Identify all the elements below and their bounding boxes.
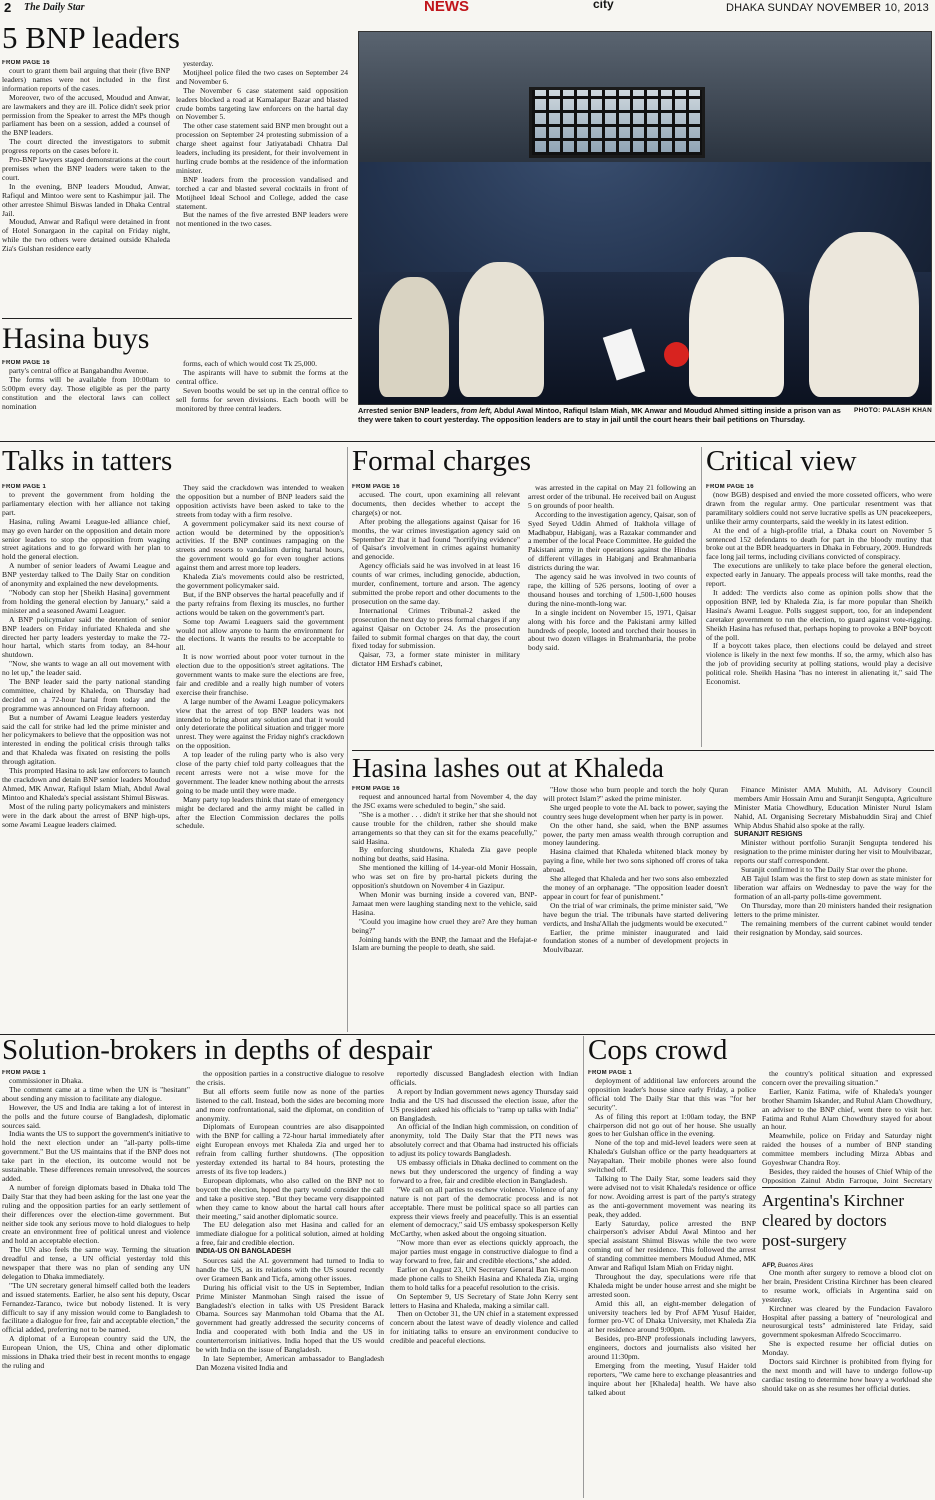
paragraph: In a single incident on November 15, 1971, Qaisar along with his force and the Pakistani army killed hundreds of people, looted and torched their houses in about two dozen villages in Brahmanbaria, the probe body said. (528, 607, 696, 653)
continuation-label: FROM PAGE 16 (2, 360, 50, 366)
paragraph: A top leader of the ruling party who is also very close of the party chief told party colleagues that the recent arrests were not a wise move for the government. The leader knew nothing about the arrests going to be made until they were made. (176, 750, 344, 795)
paragraph: Emerging from the meeting, Yusuf Haider told reporters, "We came here to exchange pleasantries and inquire about her [Khaleda] health. We have also talked about (588, 1361, 756, 1397)
paragraph: Kirchner was cleared by the Fundacion Favaloro Hospital after passing a battery of "neurological and neurosurgical tests" administered late Friday, said government spokesman Alfredo Scoccimarro. (762, 1303, 932, 1340)
continuation-label: FROM PAGE 1 (2, 484, 47, 490)
dateline: DHAKA SUNDAY NOVEMBER 10, 2013 (725, 2, 929, 14)
paragraph: None of the top and mid-level leaders were seen at Khaleda's Gulshan office or the party headquarters at Nayapaltan. Their mobile phones were also found switched off. (588, 1138, 756, 1175)
paragraph: On Thursday, more than 20 ministers handed their resignation letters to the prime minister. (734, 900, 932, 919)
person-figure (689, 257, 784, 397)
paragraph: "We call on all parties to eschew violence. Violence of any nature is not part of the democratic process and is not acceptable. There must be political space so all parties can express their views freely and peacefully. This is an essential element of democracy," said US embassy spokesperson Kelly McCarthy, when asked about the ongoing situation. (390, 1184, 578, 1239)
continuation-label: FROM PAGE 1 (588, 1070, 633, 1076)
story-subhead: SURANJIT RESIGNS (734, 830, 803, 838)
paragraph: The November 6 case statement said opposition leaders blocked a road at Kamalapur Bazar and blasted crude bombs targeting law enforcers on the hartal day on November 5. (176, 85, 348, 122)
story-critical-view-headline-box (706, 447, 934, 481)
paragraph: "Now, she wants to wage an all out movement with no let up," the leader said. (2, 659, 170, 678)
paragraph: A large number of the Awami League policymakers view that the arrest of top BNP leaders was not intended to bring about any solution and that it would only deteriorate the political situation and trigger more unrest. They were against the Friday night's crackdown on the opposition. (176, 696, 344, 751)
paragraph: the opposition parties in a constructive dialogue to resolve the crisis. (196, 1070, 384, 1087)
paragraph: Then on October 31, the UN chief in a statement expressed concern about the latest wave of deadly violence and called for initiating talks to ensure an environment conducive to credible and peaceful elections. (390, 1309, 578, 1346)
story-kirchner-headline-box (762, 1191, 934, 1259)
paragraph: If a boycott takes place, then elections could be delayed and street violence is likely in the next few months. If so, the army, which also has the job of providing security at polling stations, would play a decisive political role. Sheikh Hasina "has no interest in alienating it," said The Economist. (706, 641, 932, 687)
paragraph: It added: The verdicts also come as opinion polls show that the opposition BNP, led by Khaleda Zia, is far more popular than Sheikh Hasina's Awami League. Polls suggest support, too, for an independent caretaker government to run the election, to guard against vote-rigging. Sheikh Hasina has refused that, perhaps hoping to provoke a BNP boycott of the poll. (706, 587, 932, 642)
paragraph: Finance Minister AMA Muhith, AL Advisory Council members Amir Hossain Amu and Suranjit Sengupta, Agriculture Minister Matia Chowdhury, Education Minister Nurul Islam Nahid, AL Organising Secretary Misbahuddin Siraj and Chief Whip Abdus Shahid also spoke at the rally. (734, 786, 932, 830)
column-rule (701, 447, 702, 747)
news-photo-prison-van (358, 31, 932, 405)
paragraph: Minister without portfolio Suranjit Sengupta tendered his resignation to the prime minister during her visit to Moulvibazar, reports our staff correspondent. (734, 838, 932, 866)
paragraph: European diplomats, who also called on the BNP not to boycott the election, hoped the party would consider the call and take a positive step. "But they became very disappointed when they came to know about the hartal call hours after their meeting," said another diplomatic source. (196, 1175, 384, 1221)
person-figure (459, 262, 544, 397)
paragraph: Besides, pro-BNP professionals including lawyers, engineers, doctors and journalists also visited her around 11:30pm. (588, 1334, 756, 1362)
person-figure (809, 232, 919, 397)
paragraph: Some top Awami Leaguers said the government would not allow anyone to harm the environment for the elections. It wants the results to be acceptable to all. (176, 616, 344, 653)
paragraph: In late September, American ambassador to Bangladesh Dan Mozena visited India and (196, 1354, 384, 1372)
paragraph: The executions are unlikely to take place before the general election, expected early in January. The appeals process will take months, read the report. (706, 561, 932, 589)
story-headline: Hasina buys (2, 324, 150, 355)
paragraph: Most of the ruling party policymakers and ministers were in the dark about the arrest of BNP high-ups, some Awami League leaders claimed. (2, 801, 170, 829)
story-headline: Cops crowd (588, 1036, 728, 1066)
paragraph: She urged people to vote the AL back to power, saying the country sees huge development when her party is in power. (543, 802, 728, 821)
divider (352, 750, 934, 751)
story-headline-line: post-surgery (762, 1231, 847, 1250)
page-number: 2 (4, 0, 12, 15)
story-column (196, 1070, 384, 1498)
section-label: NEWS (424, 0, 469, 15)
paragraph: Seven booths would be set up in the central office to sell forms for seven divisions. Each booth will be monitored by three central leaders. (176, 385, 348, 413)
paragraph: International Crimes Tribunal-2 asked the prosecution the next day to press formal charges if any against Qaisar on October 24. As the prosecution failed to submit formal charges on that day, the court fixed today for submission. (352, 605, 520, 651)
story-hasina-buys-headline-box (2, 324, 352, 358)
paragraph: Meanwhile, police on Friday and Saturday night raided the houses of a number of BNP standing committee members including Mirza Abbas and Goyeshwar Chandra Roy. (762, 1131, 932, 1168)
paragraph: Early Saturday, police arrested the BNP chairperson's adviser Abdul Awal Mintoo and her special assistant Shimul Biswas while the two were coming out of her residence. This followed the arrest of standing committee members Moudud Ahmed, MK Anwar and Rafiqul Islam Miah on Friday night. (588, 1218, 756, 1273)
paragraph: An official of the Indian high commission, on condition of anonymity, told The Daily Star that the PTI news was absolutely correct and that Obama had instructed his officials to adjust its policy towards Bangladesh. (390, 1122, 578, 1159)
continuation-label: FROM PAGE 16 (352, 484, 400, 490)
paragraph: When Monir was burning inside a covered van, BNP-Jamaat men were laughing standing next to the vehicle, said Hasina. (352, 889, 537, 917)
continuation-label: FROM PAGE 16 (706, 484, 754, 490)
paragraph: The other case statement said BNP men brought out a procession on September 24 protesting submission of a charge sheet against four Jatiyatabadi Chhatra Dal leaders, including its president, for their involvement in hurling crude bombs at the residence of the information minister. (176, 121, 348, 175)
paragraph: Khaleda Zia's movements could also be restricted, the government policymaker said. (176, 572, 344, 590)
paragraph: She mentioned the killing of 14-year-old Monir Hossain, who was set on fire by pro-hartal pickets during the opposition's shutdown on November 4 in Gazipur. (352, 863, 537, 891)
story-headline: Solution-brokers in depths of despair (2, 1036, 433, 1066)
paragraph: A number of senior leaders of Awami League and BNP yesterday talked to The Daily Star on condition of anonymity and explained the new developments. (2, 561, 170, 589)
divider (762, 1187, 932, 1188)
paragraph: Moreover, two of the accused, Moudud and Anwar, are lawmakers and they are ill. Police didn't seek prior permission from the Speaker to arrest the MPs though parliament has been on a session, added a counsel of the BNP leaders. (2, 92, 170, 138)
paragraph: A government policymaker said its next course of action would be determined by the opposition's activities. If the BNP continues rampaging on the streets and resorts to vandalism during hartal hours, the government would go for even tougher actions against them and arrest more top leaders. (176, 518, 344, 573)
story-headline-line: cleared by doctors (762, 1211, 887, 1230)
paragraph: But a number of Awami League leaders yesterday said the call for strike had led the prime minister and her policymakers to believe that the opposition was not interested in ending the political crisis through talks and that Khaleda was fixated on resisting the polls through agitation. (2, 712, 170, 767)
photo-caption (358, 406, 932, 424)
paragraph: After probing the allegations against Qaisar for 16 months, the war crimes investigation agency said on September 22 that it had found "horrifying evidence" of Qaisar's involvement in crimes against humanity and genocide. (352, 516, 520, 562)
paragraph: A number of foreign diplomats based in Dhaka told The Daily Star that they had been asking for the last one year the ruling and the opposition parties for an early settlement of their differences over the election-time government. But neither side took any serious move to hold dialogues to help create an environment free of political unrest and violence and hold an acceptable election. (2, 1182, 190, 1246)
story-column (2, 60, 170, 315)
story-column (543, 786, 728, 1032)
story-column (2, 1070, 190, 1498)
story-column (734, 786, 932, 1032)
paragraph: During his official visit to the US in September, Indian Prime Minister Manmohan Singh raised the issue of Bangladesh's election in talks with US President Barack Obama. Sources say Manmohan told Obama that the AL government had greatly addressed the security concerns of India and cooperated with both India and the US in counterterrorism initiatives. India hoped that the US would be with India on the issue of Bangladesh. (196, 1282, 384, 1355)
paragraph: Doctors said Kirchner is prohibited from flying for the next month and will have to undergo follow-up cardiac testing to determine how heavy a workload she should take on as she resumes her official duties. (762, 1357, 932, 1393)
red-can-prop (664, 342, 689, 367)
story-column (762, 1262, 932, 1498)
paragraph: The forms will be available from 10:00am to 5:00pm every day. Those eligible as per the party constitution and the electoral laws can collect nomination (2, 374, 170, 411)
paragraph: By enforcing shutdowns, Khaleda Zia gave people nothing but deaths, said Hasina. (352, 845, 537, 864)
paragraph: was arrested in the capital on May 21 following an arrest order of the tribunal. He received bail on August 5 on grounds of poor health. (528, 484, 696, 510)
paragraph: On the trial of war criminals, the prime minister said, "We have begun the trial. The tribunals have started delivering verdicts, and Insha'Allah the judgments would be executed." (543, 900, 728, 928)
story-column (588, 1070, 756, 1498)
paragraph: Amid this all, an eight-member delegation of university teachers led by Prof AFM Yusuf Haider, former pro-VC of Dhaka University, met Khaleda Zia at her residence around 9:00pm. (588, 1298, 756, 1335)
caption-text: Abdul Awal Mintoo, Rafiqul Islam Miah, MK Anwar and Moudud Ahmed sitting inside a prison van as they were taken to court yesterday. The opposition leaders are to stay in jail until the court hears their bail petitions on Thursday. (358, 406, 841, 424)
paragraph: Moudud, Anwar and Rafiqul were detained in front of Hotel Sonargaon in the capital on Friday night, while the two others were detained outside Khaleda Zia's Gulshan residence early (2, 217, 170, 254)
paragraph: Motijheel police filed the two cases on September 24 and November 6. (176, 67, 348, 86)
paragraph: the country's political situation and expressed concern over the prevailing situation." (762, 1070, 932, 1087)
paragraph: The comment came at a time when the UN is "hesitant" about sending any mission to facilitate any dialogue. (2, 1084, 190, 1103)
story-column (762, 1070, 932, 1184)
paragraph: Hasina claimed that Khaleda whitened black money by paying a fine, while her two sons siphoned off crores of taka abroad. (543, 847, 728, 875)
paragraph: "Could you imagine how cruel they are? Are they human being?" (352, 916, 537, 935)
story-headline: Formal charges (352, 447, 532, 477)
person-figure (379, 277, 449, 397)
paragraph: reportedly discussed Bangladesh election with Indian officials. (390, 1070, 578, 1087)
paragraph: On September 9, US Secretary of State John Kerry sent letters to Hasina and Khaleda, making a similar call. (390, 1291, 578, 1310)
story-column (2, 360, 170, 435)
continuation-label: FROM PAGE 16 (2, 60, 50, 66)
story-solution-brokers-headline-box (2, 1036, 582, 1069)
story-column (706, 484, 932, 746)
paragraph: court to grant them bail arguing that their (five BNP leaders) names were not included in the first information reports of the cases. (2, 66, 170, 93)
paragraph: "The UN secretary general himself called both the leaders and issued statements. Earlier, he also sent his deputy, Oscar Fernandez-Taranco, twice but nobody listened. It is very difficult to say if any mission would come to Bangladesh to facilitate a dialogue for free, fair and acceptable election," the official added, preferring not to be named. (2, 1280, 190, 1335)
column-rule (583, 1036, 584, 1498)
photo-credit: PHOTO: PALASH KHAN (854, 407, 932, 414)
paragraph: The agency said he was involved in two counts of rape, the killing of 526 persons, looting of over a thousand houses and torching of 1,500-1,600 houses during the nine-month-long war. (528, 572, 696, 608)
divider (0, 1034, 935, 1035)
paragraph: The court directed the investigators to submit progress reports on the cases before it. (2, 137, 170, 156)
paragraph: "She is a mother . . . didn't it strike her that she should not cause trouble for the children, rather she should make arrangements so that they can sit for the exams peacefully," said Hasina. (352, 809, 537, 846)
story-hasina-lashes-headline-box (352, 755, 932, 785)
paragraph: The aspirants will have to submit the forms at the central office. (176, 367, 348, 386)
paragraph: A BNP policymaker said the detention of senior BNP leaders on Friday infuriated Khaleda and she directed her party leaders yesterday to make the 72-hour hartal, which starts from today, an 84-hour shutdown. (2, 614, 170, 660)
paragraph: A report by Indian government news agency Thursday said India and the US had discussed the election issue, after the US president asked his officials to "ramp up talks with India" on Bangladesh. (390, 1086, 578, 1123)
story-headline-line: Argentina's Kirchner (762, 1191, 905, 1210)
agency-label: AFP, (762, 1262, 776, 1269)
paragraph: Sources said the AL government had turned to India to handle the US, as its relations with the US soured recently over Grameen Bank and Ticfa, among other issues. (196, 1256, 384, 1283)
paragraph: Joining hands with the BNP, the Jamaat and the Hefajat-e Islam are burning the people to death, she said. (352, 934, 537, 953)
story-column (176, 360, 348, 435)
story-headline: Hasina lashes out at Khaleda (352, 755, 664, 783)
paragraph: Diplomats of European countries are also disappointed with the BNP for calling a 72-hour hartal immediately after eight European envoys met Khaleda Zia and urged her to refrain from calling further shutdowns. (The opposition yesterday extended its hartal to 84 hours, protesting the arrests of its five top leaders.) (196, 1122, 384, 1176)
paragraph: (now BGB) despised and envied the more cosseted officers, who were drawn from the regular army. One particular resentment was that paramilitary soldiers could not serve lucrative spells as UN peacekeepers, unlike their army counterparts, said the weekly in its latest edition. (706, 490, 932, 526)
paragraph: deployment of additional law enforcers around the opposition leader's house since early Friday, a police official told The Daily Star that this was "for her security". (588, 1076, 756, 1112)
paragraph: The BNP leader said the party national standing committee, chaired by Khaleda, on Thursday had decided on a 72-hour hartal from today and the programme was announced on Friday afternoon. (2, 677, 170, 713)
story-subhead: INDIA-US ON BANGLADESH (196, 1248, 291, 1256)
paper-logo: The Daily Star (24, 2, 85, 13)
paragraph: At the end of a high-profile trial, a Dhaka court on November 5 sentenced 152 defendants to death for part in the bloody mutiny that broke out at the BDR headquarters in Dhaka in February, 2009. Hundreds face long jail terms, including civilians convicted of conspiracy. (706, 525, 932, 562)
paragraph: party's central office at Bangabandhu Avenue. (9, 366, 149, 375)
paragraph: The UN also feels the same way. Terming the situation dreadful and tense, a UN official yesterday told this newspaper that there was no plan of sending any UN delegation to Dhaka immediately. (2, 1245, 190, 1281)
paragraph: In the evening, BNP leaders Moudud, Anwar, Rafiqul and Mintoo were sent to Kashimpur jail. The other arrestee Shimul Biswas landed in Dhaka Central Jail. (2, 181, 170, 218)
paragraph: This prompted Hasina to ask law enforcers to launch the crackdown and detain BNP senior leaders Moudud Ahmed, MK Anwar, Rafiqul Islam Miah, Abdul Awal Mintoo and Khaleda's special assistant Shimul Biswas. (2, 766, 170, 802)
story-cops-crowd-headline-box (588, 1036, 928, 1069)
story-formal-charges-headline-box (352, 447, 697, 481)
paragraph: India wants the US to support the government's initiative to hold the next election under an "all-party polls-time government." But the US maintains that if the BNP does not take part in the election, its outcome would not be sustainable. These differences remain unresolved, the sources added. (2, 1129, 190, 1183)
story-headline: 5 BNP leaders (2, 22, 180, 55)
paragraph: AB Tajul Islam was the first to step down as state minister for liberation war affairs on Wednesday to pave the way for the formation of an all-party polls-time government. (734, 874, 932, 901)
caption-emphasis: from left, (460, 406, 493, 415)
paragraph: She is expected resume her official duties on Monday. (762, 1339, 932, 1358)
paragraph: Pro-BNP lawyers staged demonstrations at the court premises when the BNP leaders were taken to the court. (2, 155, 170, 182)
paragraph: request and announced hartal from November 4, the day the JSC exams were scheduled to begin," she said. (352, 792, 537, 810)
continuation-label: FROM PAGE 1 (2, 1070, 47, 1076)
paragraph: Suranjit confirmed it to The Daily Star over the phone. (741, 865, 908, 875)
paragraph: BNP leaders from the procession vandalised and torched a car and blasted several cocktails in front of Motijheel Ideal School and College, added the case statement. (176, 174, 348, 211)
paragraph: She alleged that Khaleda and her two sons also embezzled the money of an orphanage. "The opposition leader doesn't appear in court for fear of punishment." (543, 874, 728, 901)
story-5bnp-headline-box (2, 22, 354, 58)
paragraph: "Now more than ever as elections quickly approach, the major parties must engage in constructive dialogue to find a way forward to free, fair and credible elections," she added. (390, 1238, 578, 1266)
paragraph: However, the US and India are taking a lot of interest in the polls and the future course of Bangladesh, diplomatic sources said. (2, 1102, 190, 1130)
paragraph: But the names of the five arrested BNP leaders were not mentioned in the two cases. (176, 210, 348, 229)
paragraph: Agency officials said he was involved in at least 16 counts of war crimes, including genocide, abduction, murder, confinement, torture and arson. The agency submitted the probe report and other documents to the prosecution on the same day. (352, 561, 520, 606)
story-column (176, 484, 344, 1032)
paragraph: But, if the BNP observes the hartal peacefully and if the party refrains from flexing its muscles, no further actions would be taken on the government's part. (176, 589, 344, 617)
story-column (528, 484, 696, 746)
paragraph: The remaining members of the current cabinet would tender their resignation by Monday, said sources. (734, 918, 932, 937)
dateline-place: Buenos Aires (777, 1263, 814, 1269)
paragraph: The EU delegation also met Hasina and called for an immediate dialogue for a political solution, aimed at holding a free, fair and credible election. (196, 1220, 384, 1248)
paragraph: It is now worried about poor voter turnout in the election due to the opposition's street agitations. The government wants to make sure the elections are free, fair and credible and a really high number of voters exercise their franchise. (176, 652, 344, 697)
paragraph: One month after surgery to remove a blood clot on her brain, President Cristina Kirchner has been cleared to resume work, officials in Argentina said on yesterday. (762, 1268, 932, 1304)
paragraph: But all efforts seem futile now as none of the parties listened to the call. Instead, both the sides are becoming more and more confrontational, said the diplomat, on condition of anonymity. (196, 1086, 384, 1123)
story-column (352, 484, 520, 746)
paragraph: Many party top leaders think that state of emergency might be declared and the army might be called in after the Election Commission declares the polls schedule. (176, 794, 344, 831)
paragraph: According to the investigation agency, Qaisar, son of Syed Seyed Uddin Ahmed of Itakhola village of Madhabpur, Habiganj, was a Razakar commander and a member of the local Peace Committee. He guided the Pakistani army in their operations against the Hindus of different villages in Habiganj and Brahmanbaria districts during the war. (528, 509, 696, 573)
story-column (2, 484, 170, 1032)
paragraph: Earlier on August 23, UN Secretary General Ban Ki-moon made phone calls to Sheikh Hasina and Khaleda Zia, urging them to hold talks for a peaceful resolution to the crisis. (390, 1264, 578, 1292)
story-column (352, 786, 537, 1032)
story-headline: Critical view (706, 447, 857, 477)
barred-window (529, 87, 705, 158)
paragraph: As of filing this report at 1:00am today, the BNP chairperson did not go out of her house. She usually goes to her Gulshan office in the evening. (588, 1111, 756, 1139)
paragraph: On the other hand, she said, when the BNP assumes power, the party men amass wealth through corruption and money laundering. (543, 820, 728, 848)
continuation-label: FROM PAGE 16 (352, 786, 400, 792)
story-column (176, 60, 348, 315)
masthead (0, 0, 935, 17)
paragraph: "Nobody can stop her [Sheikh Hasina] government from holding the general election by January," said a minister and a seasoned Awami Leaguer. (2, 587, 170, 615)
paragraph: They said the crackdown was intended to weaken the opposition but a number of BNP leaders said the opposition activists have been asked to take to the streets from today with a firm resolve. (176, 484, 344, 519)
paragraph: Earlier, Kaniz Fatima, wife of Khaleda's younger brother Shamim Iskander, and Ruhul Alam Chowdhury, an adviser to the BNP chief, went there to visit her. Fatima and Ruhul Alam Chowdhury stayed for about an hour. (762, 1086, 932, 1132)
paragraph: Besides, they raided the houses of Chief Whip of the Opposition Zainul Abdin Farroque, Joint Secretary (762, 1166, 932, 1184)
paragraph: Qaisar, 73, a former state minister in military dictator HM Ershad's cabinet, (352, 650, 520, 669)
paragraph: yesterday. (183, 60, 214, 68)
paragraph: "How those who burn people and torch the holy Quran will protect Islam?" asked the prime minister. (543, 786, 728, 803)
divider (2, 318, 352, 319)
paragraph: US embassy officials in Dhaka declined to comment on the news but they underscored the urgency of finding a way forward to a free, fair and credible election in Bangladesh. (390, 1158, 578, 1185)
column-rule (347, 447, 348, 1032)
paragraph: Talking to The Daily Star, some leaders said they were advised not to visit Khaleda's residence or office for now. Avoiding arrest is part of the party's strategy as the anti-government movement was nearing its peak, they added. (588, 1173, 756, 1219)
paragraph: Earlier, the prime minister inaugurated and laid foundation stones of a number of development projects in Moulvibazar. (543, 927, 728, 955)
divider (0, 441, 935, 442)
story-column (390, 1070, 578, 1498)
paragraph: A diplomat of a European country said the UN, the European Union, the US, China and other diplomatic missions in Dhaka tried their best in recent months to engage the ruling and (2, 1334, 190, 1370)
paragraph: to prevent the government from holding the parliamentary election with her alliance not taking part. (2, 490, 170, 517)
story-talks-headline-box (2, 447, 342, 481)
paragraph: Hasina, ruling Awami League-led alliance chief, may go even harder on the opposition and detain more senior leaders to stop the opposition from waging street agitations and to go forward with her plan to hold the general election. (2, 516, 170, 562)
paragraph: Throughout the day, speculations were rife that Khaleda might be under house arrest and she might be arrested soon. (588, 1271, 756, 1299)
caption-prefix: Arrested senior BNP leaders, (358, 406, 459, 415)
subsection-label: city (593, 0, 614, 11)
paragraph: accused. The court, upon examining all relevant documents, then decides whether to accept the charge(s) or not. (352, 490, 520, 517)
paragraph: forms, each of which would cost Tk 25,000. (183, 360, 317, 368)
paragraph: commissioner in Dhaka. (9, 1076, 84, 1085)
story-headline: Talks in tatters (2, 447, 173, 477)
